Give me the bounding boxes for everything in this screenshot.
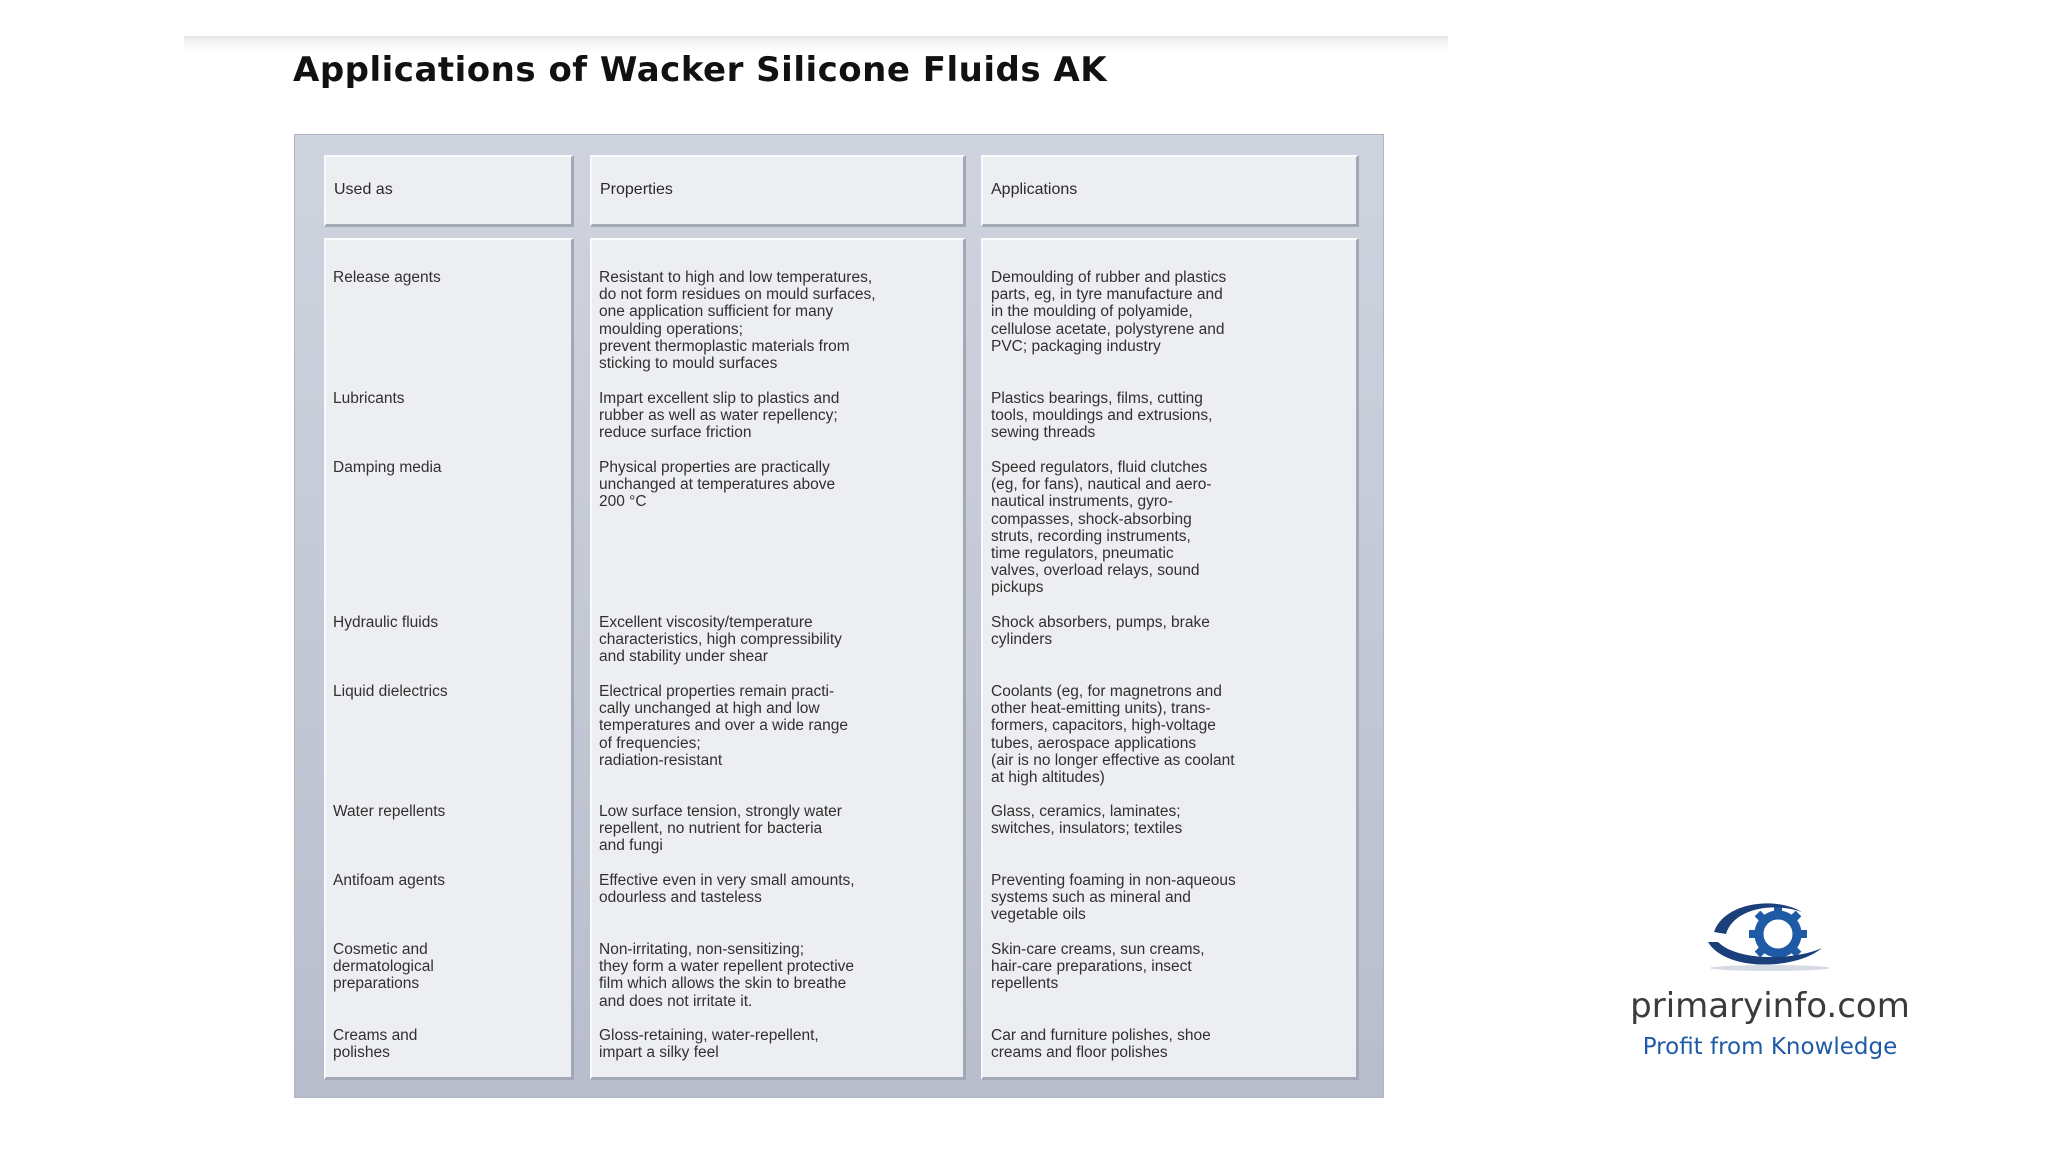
cell-used-as: Liquid dielectrics [333, 683, 448, 700]
cell-applications: Car and furniture polishes, shoe creams and floor polishes [991, 1027, 1211, 1062]
cell-applications: Preventing foaming in non-aqueous systems such as mineral and vegetable oils [991, 872, 1236, 924]
header-label: Applications [991, 181, 1078, 198]
cell-properties: Electrical properties remain practi- cally unchanged at high and low temperatures and over a wide range of frequencies; radiation-resistant [599, 683, 849, 769]
table-row [295, 803, 1383, 872]
cell-properties: Resistant to high and low temperatures, do not form residues on mould surfaces, one application sufficient for many moulding operations; prevent thermoplastic materials from sticking to mould surfaces [599, 269, 876, 373]
header-cell-applications [981, 155, 1359, 227]
cell-applications: Shock absorbers, pumps, brake cylinders [991, 614, 1210, 649]
cell-used-as: Lubricants [333, 390, 405, 407]
cell-properties: Excellent viscosity/temperature characteristics, high compressibility and stability under shear [599, 614, 842, 666]
table-row [295, 269, 1383, 390]
cell-applications: Plastics bearings, films, cutting tools, mouldings and extrusions, sewing threads [991, 390, 1213, 442]
slide-title: Applications of Wacker Silicone Fluids AK [293, 50, 1108, 90]
table-row [295, 941, 1383, 1027]
cell-properties: Impart excellent slip to plastics and rubber as well as water repellency; reduce surface friction [599, 390, 840, 442]
logo-name: primaryinfo.com [1630, 986, 1910, 1026]
gear-swoosh-icon [1700, 898, 1840, 973]
table-row [295, 683, 1383, 803]
cell-applications: Glass, ceramics, laminates; switches, insulators; textiles [991, 803, 1183, 838]
table-row [295, 459, 1383, 614]
header-cell-properties [590, 155, 966, 227]
cell-used-as: Hydraulic fluids [333, 614, 439, 631]
cell-used-as: Damping media [333, 459, 442, 476]
table-row [295, 1027, 1383, 1079]
cell-used-as: Antifoam agents [333, 872, 446, 889]
cell-properties: Low surface tension, strongly water repellent, no nutrient for bacteria and fungi [599, 803, 842, 855]
table-row [295, 872, 1383, 941]
cell-properties: Effective even in very small amounts, odourless and tasteless [599, 872, 855, 907]
applications-table [294, 134, 1384, 1098]
cell-properties: Non-irritating, non-sensitizing; they form a water repellent protective film which allows the skin to breathe and does not irritate it. [599, 941, 855, 1010]
cell-used-as: Cosmetic and dermatological preparations [333, 941, 434, 993]
header-label: Properties [600, 181, 673, 198]
logo-tagline: Profit from Knowledge [1642, 1034, 1898, 1060]
table-row [295, 614, 1383, 683]
cell-used-as: Creams and polishes [333, 1027, 418, 1062]
cell-applications: Demoulding of rubber and plastics parts, eg, in tyre manufacture and in the moulding of polyamide, cellulose acetate, polystyrene and PVC; packaging industry [991, 269, 1227, 355]
table-rows [295, 269, 1383, 1079]
header-cell-used-as [324, 155, 574, 227]
cell-applications: Coolants (eg, for magnetrons and other heat-emitting units), trans- formers, capacitors, high-voltage tubes, aerospace applications (air is no longer effective as coolant at high altitudes) [991, 683, 1235, 787]
cell-used-as: Water repellents [333, 803, 446, 820]
cell-used-as: Release agents [333, 269, 441, 286]
header-label: Used as [334, 181, 393, 198]
cell-applications: Speed regulators, fluid clutches (eg, for fans), nautical and aero- nautical instruments, gyro- compasses, shock-absorbing struts, recording instruments, time regulators, pneumatic valves, overload relays, sound pickups [991, 459, 1212, 597]
cell-applications: Skin-care creams, sun creams, hair-care preparations, insect repellents [991, 941, 1205, 993]
cell-properties: Gloss-retaining, water-repellent, impart a silky feel [599, 1027, 819, 1062]
table-row [295, 390, 1383, 459]
primaryinfo-logo [1620, 898, 1920, 1068]
cell-properties: Physical properties are practically unchanged at temperatures above 200 °C [599, 459, 836, 511]
